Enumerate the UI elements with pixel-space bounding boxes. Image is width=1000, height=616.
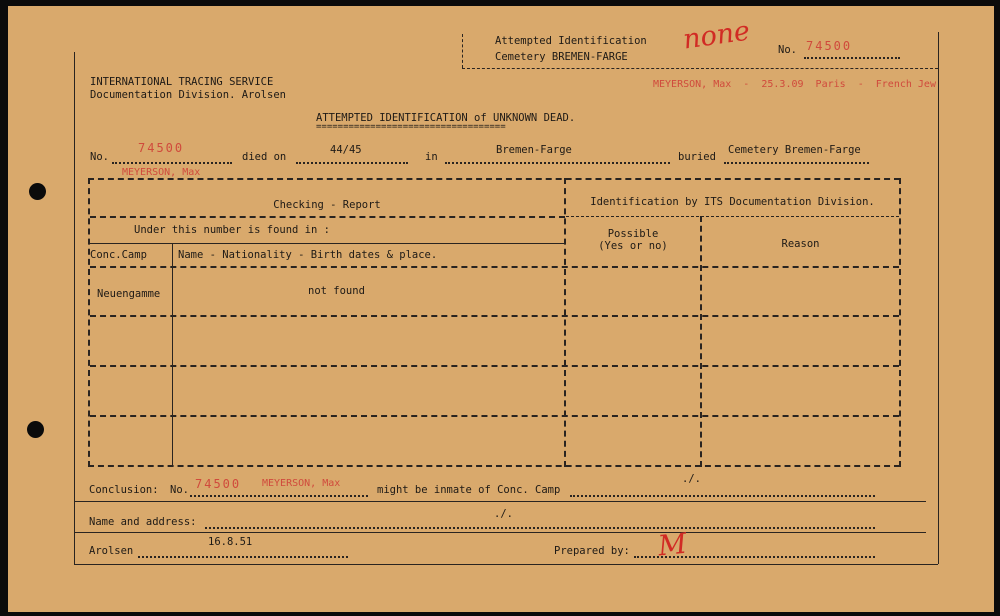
died-on-label: died on [242,151,287,163]
punch-hole-top [29,183,46,200]
top-box-no-dots [804,57,900,59]
form-title: ATTEMPTED IDENTIFICATION of UNKNOWN DEAD. [316,112,576,124]
row1-name: not found [308,285,365,297]
conclusion-label: Conclusion: [89,484,159,496]
inmate-text: might be inmate of Conc. Camp [377,484,561,496]
col-name-nationality: Name - Nationality - Birth dates & place. [178,249,438,261]
footer-rule-2 [74,532,926,533]
in-label: in [425,151,438,163]
frame-bottom-line [74,564,938,565]
inmate-value: ./. [682,473,701,485]
record-no-label: No. [90,151,109,163]
table-camp-divider [172,243,173,465]
table-right-border [899,178,901,467]
frame-left-line [74,52,75,564]
table-mid-divider [564,178,566,467]
frame-right-line [938,32,939,564]
name-address-label: Name and address: [89,516,197,528]
table-reason-divider [700,216,702,467]
top-box-left-border [462,34,463,68]
record-no-dots [112,162,232,164]
punch-hole-bottom [27,421,44,438]
died-on-value: 44/45 [330,144,362,156]
top-box-no-label: No. [778,44,797,56]
in-dots [445,162,670,164]
document-card [8,6,994,612]
top-box-no-value: 74500 [806,39,853,53]
col-conc-camp: Conc.Camp [90,249,147,261]
conclusion-name: MEYERSON, Max [262,478,341,489]
column-header-rule [90,266,899,268]
buried-dots [724,162,869,164]
inmate-dots [570,495,875,497]
table-top-border [88,178,900,180]
identification-header: Identification by ITS Documentation Division. [590,196,875,208]
buried-label: buried [678,151,716,163]
top-box-line2: Cemetery BREMEN-FARGE [495,51,628,63]
footer-rule-1 [74,501,926,502]
row-rule-3 [90,415,899,417]
top-box-bottom-border [462,68,938,69]
row1-camp: Neuengamme [97,288,161,300]
name-address-dots [205,527,875,529]
buried-value: Cemetery Bremen-Farge [728,144,861,156]
died-on-dots [296,162,408,164]
row-rule-1 [90,315,899,317]
row-rule-2 [90,365,899,367]
record-name-stamp: MEYERSON, Max [122,167,201,178]
conclusion-number: 74500 [195,477,242,491]
prepared-by-label: Prepared by: [554,545,630,557]
table-bottom-border [88,465,900,467]
top-box-line1: Attempted Identification [495,35,647,47]
right-header-rule [566,216,899,217]
handwritten-none: none [681,15,752,56]
table-left-border [88,178,90,467]
conclusion-no-label: No. [170,484,189,496]
col-reason: Reason [781,238,820,250]
col-possible-1: Possible [607,228,659,240]
left-header-rule [90,216,565,218]
in-value: Bremen-Farge [496,144,572,156]
checking-report-header: Checking - Report [273,199,381,211]
col-possible-2: (Yes or no) [598,240,668,252]
org-line1: INTERNATIONAL TRACING SERVICE [90,76,274,88]
arolsen-dots [138,556,348,558]
org-line2: Documentation Division. Arolsen [90,89,286,101]
identity-stamp: MEYERSON, Max - 25.3.09 Paris - French Jew [653,79,936,90]
date-value: 16.8.51 [208,536,253,548]
form-title-underline: =================================== [316,122,506,132]
record-no-value: 74500 [138,141,185,155]
subheader-rule [90,243,565,244]
conclusion-no-dots [190,495,368,497]
subheader-found-in: Under this number is found in : [134,224,330,236]
name-address-value: ./. [494,508,513,520]
arolsen-label: Arolsen [89,545,134,557]
prepared-by-initial: M [656,526,689,563]
